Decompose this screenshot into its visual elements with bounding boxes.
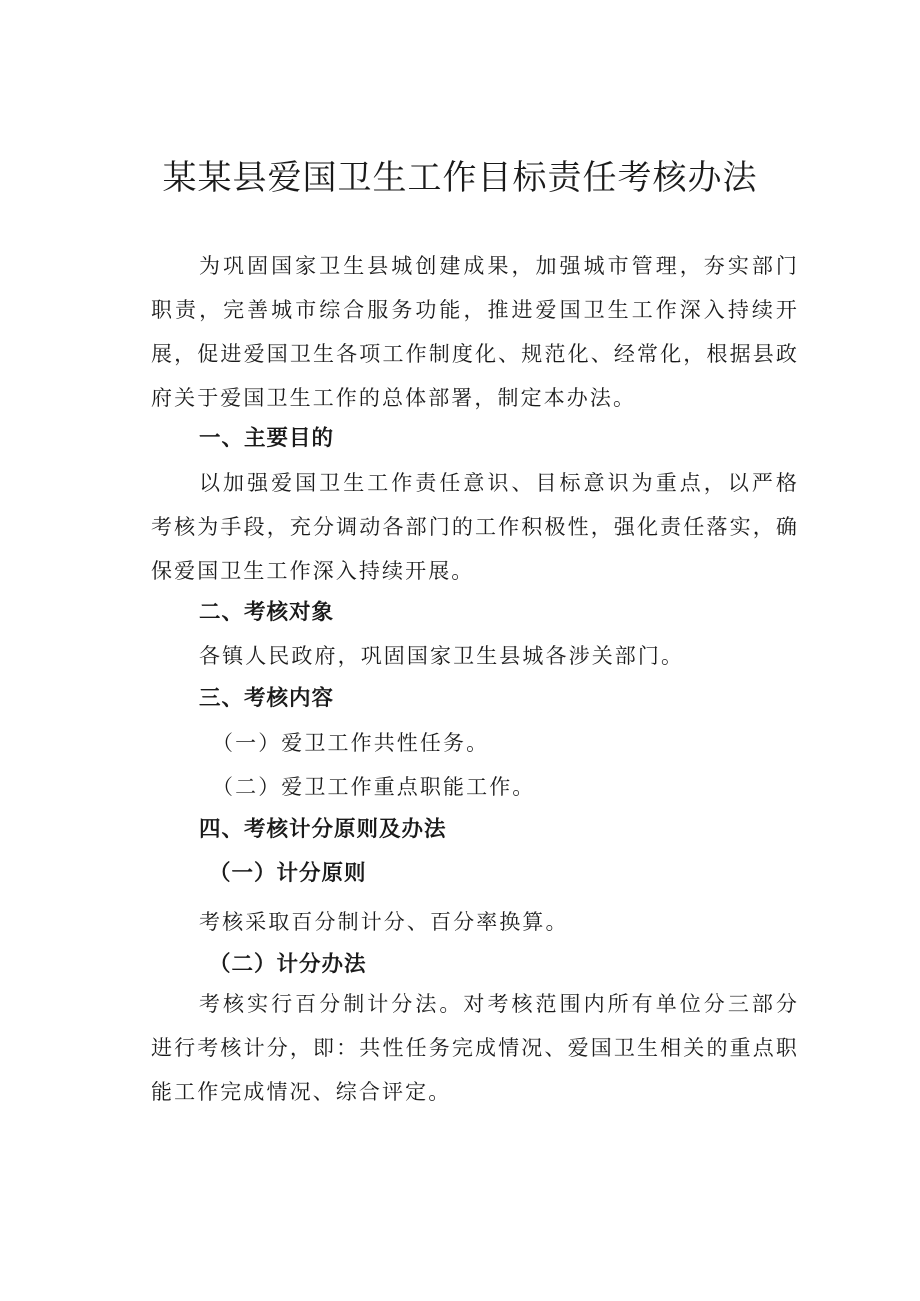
- section-4-sub-1-heading: （一）计分原则: [209, 861, 367, 886]
- intro-paragraph: 为巩固国家卫生县城创建成果，加强城市管理，夯实部门职责，完善城市综合服务功能，推进爱国卫生工作深入持续开展，促进爱国卫生各项工作制度化、规范化、经常化，根据县政府关于爱国卫生工作的总体部署，制定本办法。: [151, 254, 799, 410]
- section-2-heading: 二、考核对象: [199, 600, 335, 625]
- document-title: 某某县爱国卫生工作目标责任考核办法: [162, 158, 758, 198]
- section-4-sub-2-paragraph: 考核实行百分制计分法。对考核范围内所有单位分三部分进行考核计分，即：共性任务完成情况、爱国卫生相关的重点职能工作完成情况、综合评定。: [151, 992, 799, 1104]
- section-1-paragraph: 以加强爱国卫生工作责任意识、目标意识为重点，以严格考核为手段，充分调动各部门的工作积极性，强化责任落实，确保爱国卫生工作深入持续开展。: [151, 471, 799, 583]
- section-3-heading: 三、考核内容: [199, 686, 335, 711]
- section-4-heading: 四、考核计分原则及办法: [199, 817, 447, 842]
- section-1-heading: 一、主要目的: [199, 426, 335, 451]
- section-3-item-2: （二）爱卫工作重点职能工作。: [212, 775, 536, 799]
- section-4-sub-1-paragraph: 考核采取百分制计分、百分率换算。: [199, 910, 569, 934]
- section-4-sub-2-heading: （二）计分办法: [209, 952, 367, 977]
- section-2-paragraph: 各镇人民政府，巩固国家卫生县城各涉关部门。: [199, 644, 685, 668]
- section-3-item-1: （一）爱卫工作共性任务。: [212, 731, 490, 755]
